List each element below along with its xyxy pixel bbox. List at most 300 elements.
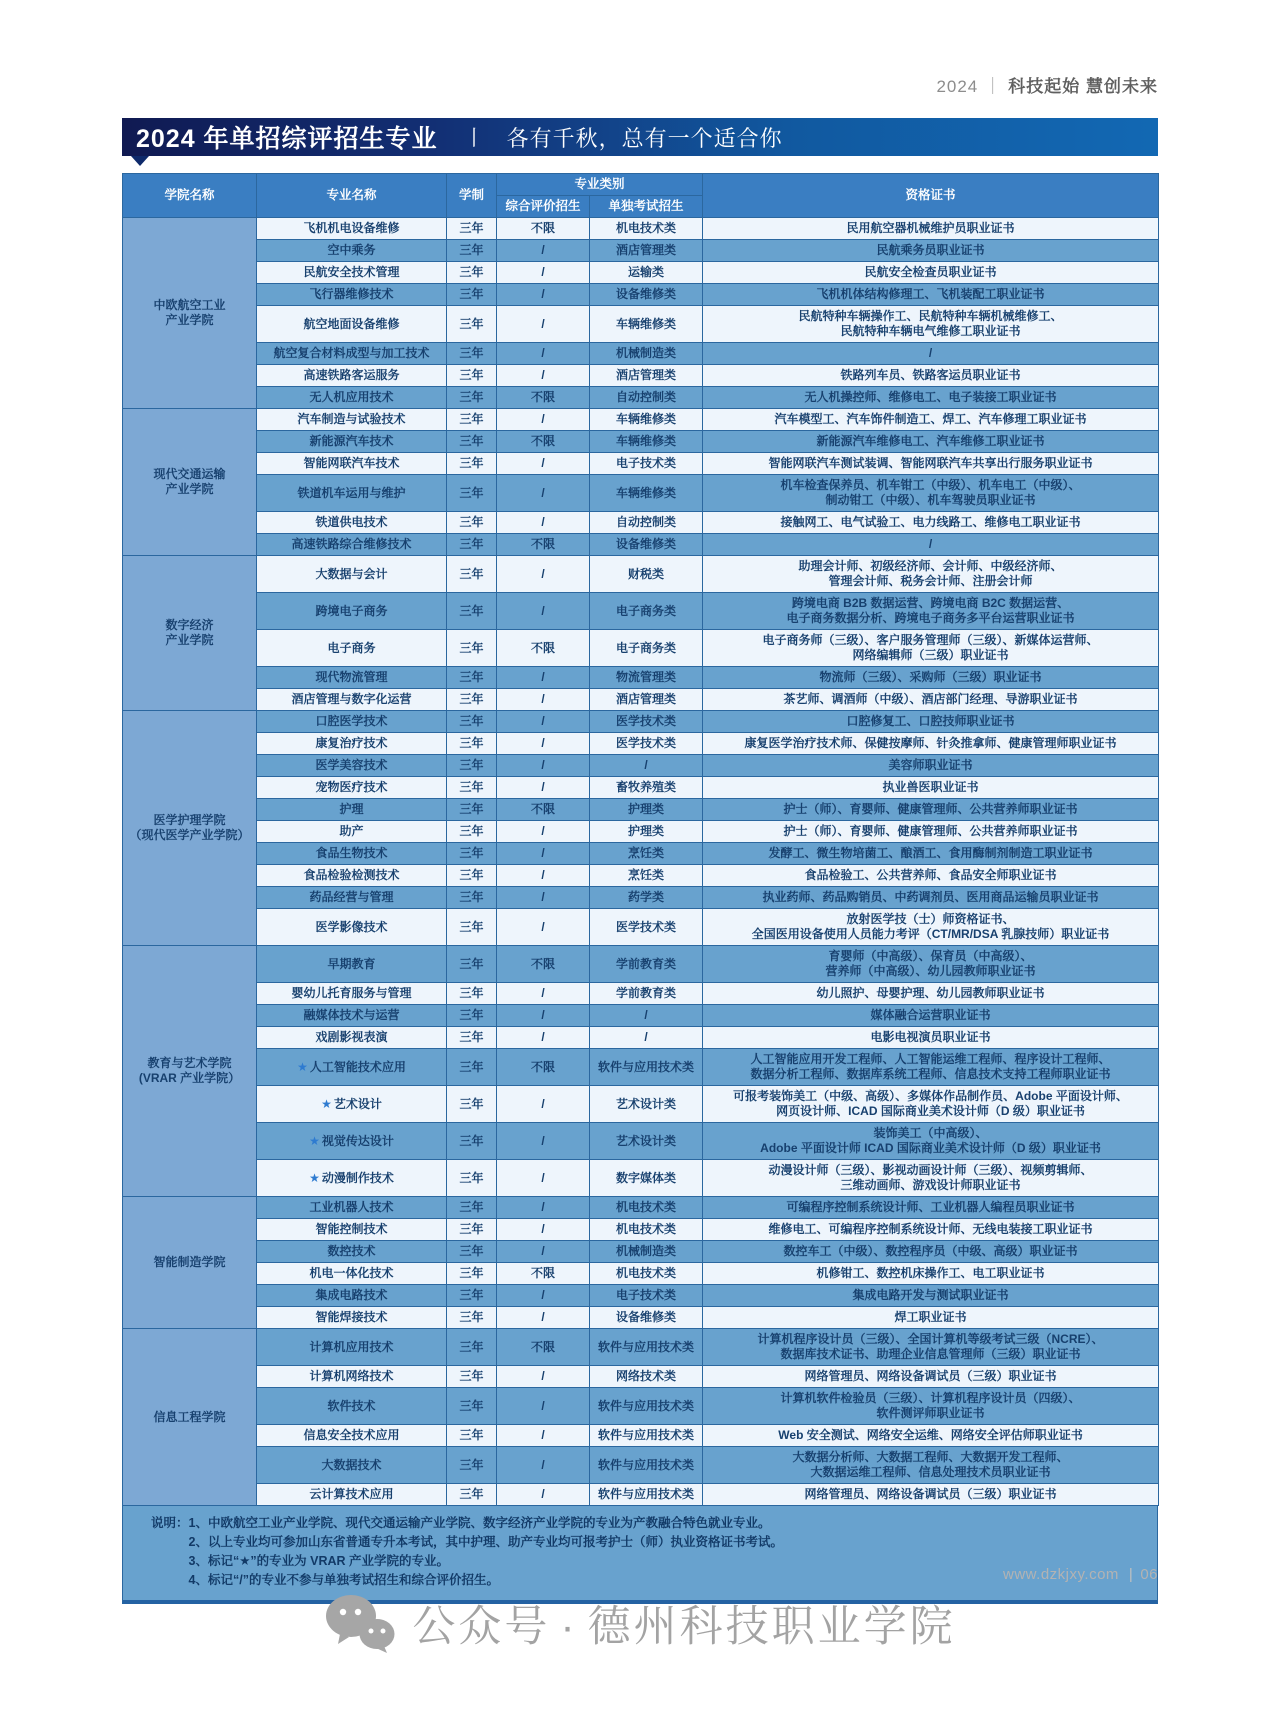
table-row xyxy=(123,630,1159,667)
comprehensive-eval-cell: / xyxy=(497,1197,590,1219)
comprehensive-eval-cell: / xyxy=(497,556,590,593)
table-row xyxy=(123,755,1159,777)
certificate-line: 可报考装饰美工（中级、高级）、多媒体作品制作员、Adobe 平面设计师、 xyxy=(733,1089,1128,1103)
note-item: 4、标记“/”的专业不参与单独考试招生和综合评价招生。 xyxy=(188,1573,499,1587)
duration-cell: 三年 xyxy=(447,306,497,343)
certificates-cell xyxy=(703,387,1159,409)
certificates-cell xyxy=(703,946,1159,983)
comprehensive-eval-cell: / xyxy=(497,240,590,262)
duration-cell: 三年 xyxy=(447,534,497,556)
duration-cell: 三年 xyxy=(447,475,497,512)
certificate-line: 焊工职业证书 xyxy=(894,1310,967,1324)
major-name-cell: 铁道供电技术 xyxy=(257,512,447,534)
certificate-line: 集成电路开发与测试职业证书 xyxy=(852,1288,1009,1302)
college-name-cell xyxy=(123,946,257,1197)
major-name-cell: 智能焊接技术 xyxy=(257,1307,447,1329)
duration-cell: 三年 xyxy=(447,667,497,689)
table-row xyxy=(123,306,1159,343)
certificates-cell xyxy=(703,556,1159,593)
separate-exam-category-cell: 自动控制类 xyxy=(590,512,703,534)
certificates-cell xyxy=(703,667,1159,689)
comprehensive-eval-cell: / xyxy=(497,284,590,306)
major-name-cell: 高速铁路综合维修技术 xyxy=(257,534,447,556)
certificate-line: 网页设计师、ICAD 国际商业美术设计师（D 级）职业证书 xyxy=(776,1104,1085,1118)
table-row xyxy=(123,343,1159,365)
college-name-cell xyxy=(123,1329,257,1506)
comprehensive-eval-cell: / xyxy=(497,983,590,1005)
majors-table-header xyxy=(123,174,1159,218)
certificates-cell xyxy=(703,262,1159,284)
major-name-cell: ★ 艺术设计 xyxy=(257,1086,447,1123)
major-name-cell: 新能源汽车技术 xyxy=(257,431,447,453)
duration-cell: 三年 xyxy=(447,1123,497,1160)
comprehensive-eval-cell: / xyxy=(497,1241,590,1263)
major-name-cell: 空中乘务 xyxy=(257,240,447,262)
certificates-cell xyxy=(703,1263,1159,1285)
certificate-line: 机修钳工、数控机床操作工、电工职业证书 xyxy=(816,1266,1045,1280)
duration-cell: 三年 xyxy=(447,630,497,667)
table-row xyxy=(123,512,1159,534)
top-slogan-text: 科技起始 慧创未来 xyxy=(1008,77,1158,96)
comprehensive-eval-cell: / xyxy=(497,865,590,887)
comprehensive-eval-cell: / xyxy=(497,821,590,843)
comprehensive-eval-cell: / xyxy=(497,1027,590,1049)
banner-pointer-triangle xyxy=(131,156,149,166)
comprehensive-eval-cell: 不限 xyxy=(497,630,590,667)
separate-exam-category-cell: 艺术设计类 xyxy=(590,1123,703,1160)
certificates-cell xyxy=(703,1425,1159,1447)
major-name-cell: 助产 xyxy=(257,821,447,843)
separate-exam-category-cell: 机械制造类 xyxy=(590,1241,703,1263)
certificate-line: 育婴师（中高级）、保育员（中高级）、 xyxy=(828,949,1033,963)
table-row xyxy=(123,843,1159,865)
certificate-line: 电子商务师（三级）、客户服务管理师（三级）、新媒体运营师、 xyxy=(762,633,1099,647)
column-header-certificates: 资格证书 xyxy=(703,174,1159,218)
comprehensive-eval-cell: 不限 xyxy=(497,1263,590,1285)
comprehensive-eval-cell: / xyxy=(497,711,590,733)
separate-exam-category-cell: 学前教育类 xyxy=(590,983,703,1005)
duration-cell: 三年 xyxy=(447,240,497,262)
duration-cell: 三年 xyxy=(447,821,497,843)
certificate-line: 食品检验工、公共营养师、食品安全师职业证书 xyxy=(804,868,1057,882)
comprehensive-eval-cell: 不限 xyxy=(497,1329,590,1366)
duration-cell: 三年 xyxy=(447,1388,497,1425)
table-row xyxy=(123,983,1159,1005)
certificate-line: 电子商务数据分析、跨境电子商务多平台运营职业证书 xyxy=(786,611,1075,625)
title-banner xyxy=(122,118,1158,156)
table-row xyxy=(123,821,1159,843)
footer-divider: | xyxy=(1128,1566,1134,1583)
separate-exam-category-cell: 软件与应用技术类 xyxy=(590,1425,703,1447)
comprehensive-eval-cell: / xyxy=(497,306,590,343)
separate-exam-category-cell: 车辆维修类 xyxy=(590,475,703,512)
star-icon: ★ xyxy=(309,1170,320,1185)
table-row xyxy=(123,1197,1159,1219)
certificate-line: 美容师职业证书 xyxy=(888,758,973,772)
certificate-line: 机车检查保养员、机车钳工（中级）、机车电工（中级）、 xyxy=(780,478,1081,492)
certificate-line: 汽车模型工、汽车饰件制造工、焊工、汽车修理工职业证书 xyxy=(774,412,1087,426)
separate-exam-category-cell: 机电技术类 xyxy=(590,1197,703,1219)
duration-cell: 三年 xyxy=(447,1027,497,1049)
certificates-cell xyxy=(703,630,1159,667)
certificate-line: 康复医学治疗技术师、保健按摩师、针灸推拿师、健康管理师职业证书 xyxy=(744,736,1117,750)
certificate-line: / xyxy=(928,537,933,551)
certificates-cell xyxy=(703,1160,1159,1197)
certificates-cell xyxy=(703,1447,1159,1484)
certificate-line: 民航特种车辆电气维修工职业证书 xyxy=(840,324,1021,338)
certificates-cell xyxy=(703,711,1159,733)
certificates-cell xyxy=(703,453,1159,475)
note-item: 1、中欧航空工业产业学院、现代交通运输产业学院、数字经济产业学院的专业为产教融合特色就业专业。 xyxy=(188,1516,771,1530)
certificate-line: / xyxy=(928,346,933,360)
duration-cell: 三年 xyxy=(447,1329,497,1366)
major-name-cell: 计算机网络技术 xyxy=(257,1366,447,1388)
comprehensive-eval-cell: / xyxy=(497,1005,590,1027)
comprehensive-eval-cell: 不限 xyxy=(497,534,590,556)
major-name-cell: 融媒体技术与运营 xyxy=(257,1005,447,1027)
table-row xyxy=(123,284,1159,306)
certificates-cell xyxy=(703,755,1159,777)
certificate-line: 智能网联汽车测试装调、智能网联汽车共享出行服务职业证书 xyxy=(768,456,1093,470)
duration-cell: 三年 xyxy=(447,733,497,755)
notes-box xyxy=(122,1506,1158,1604)
column-header-category-group: 专业类别 xyxy=(497,174,703,196)
comprehensive-eval-cell: / xyxy=(497,843,590,865)
table-row xyxy=(123,475,1159,512)
certificate-line: 无人机操控师、维修电工、电子装接工职业证书 xyxy=(804,390,1057,404)
certificate-line: 动漫设计师（三级）、影视动画设计师（三级）、视频剪辑师、 xyxy=(768,1163,1093,1177)
table-row xyxy=(123,733,1159,755)
table-row xyxy=(123,1388,1159,1425)
table-row xyxy=(123,1160,1159,1197)
certificate-line: 制动钳工（中级）、机车驾驶员职业证书 xyxy=(825,493,1036,507)
certificate-line: 飞机机体结构修理工、飞机装配工职业证书 xyxy=(816,287,1045,301)
college-name-cell xyxy=(123,218,257,409)
duration-cell: 三年 xyxy=(447,843,497,865)
comprehensive-eval-cell: / xyxy=(497,1447,590,1484)
duration-cell: 三年 xyxy=(447,983,497,1005)
comprehensive-eval-cell: 不限 xyxy=(497,218,590,240)
separate-exam-category-cell: 机械制造类 xyxy=(590,343,703,365)
duration-cell: 三年 xyxy=(447,909,497,946)
duration-cell: 三年 xyxy=(447,755,497,777)
comprehensive-eval-cell: 不限 xyxy=(497,1049,590,1086)
table-row xyxy=(123,1049,1159,1086)
certificates-cell xyxy=(703,1086,1159,1123)
certificates-cell xyxy=(703,983,1159,1005)
column-header-comprehensive: 综合评价招生 xyxy=(497,196,590,218)
separate-exam-category-cell: 数字媒体类 xyxy=(590,1160,703,1197)
separate-exam-category-cell: 畜牧养殖类 xyxy=(590,777,703,799)
college-name-line: （现代医学产业学院） xyxy=(129,828,250,842)
duration-cell: 三年 xyxy=(447,593,497,630)
major-name-cell: 汽车制造与试验技术 xyxy=(257,409,447,431)
page-number: 06 xyxy=(1140,1566,1158,1583)
certificate-line: 物流师（三级）、采购师（三级）职业证书 xyxy=(819,670,1042,684)
separate-exam-category-cell: 软件与应用技术类 xyxy=(590,1447,703,1484)
certificates-cell xyxy=(703,431,1159,453)
separate-exam-category-cell: 电子技术类 xyxy=(590,1285,703,1307)
certificate-line: 民用航空器机械维护员职业证书 xyxy=(846,221,1015,235)
duration-cell: 三年 xyxy=(447,1086,497,1123)
top-slogan-separator: ｜ xyxy=(984,77,1003,96)
wechat-footer xyxy=(0,1592,1280,1654)
certificate-line: 计算机程序设计员（三级）、全国计算机等级考试三级（NCRE）、 xyxy=(757,1332,1104,1346)
certificates-cell xyxy=(703,1027,1159,1049)
certificate-line: 新能源汽车维修电工、汽车维修工职业证书 xyxy=(816,434,1045,448)
certificates-cell xyxy=(703,240,1159,262)
comprehensive-eval-cell: / xyxy=(497,1160,590,1197)
notes-items xyxy=(189,1514,1143,1590)
table-row xyxy=(123,1027,1159,1049)
separate-exam-category-cell: 软件与应用技术类 xyxy=(590,1388,703,1425)
table-row xyxy=(123,534,1159,556)
comprehensive-eval-cell: 不限 xyxy=(497,946,590,983)
separate-exam-category-cell: 电子商务类 xyxy=(590,593,703,630)
notes-label: 说明： xyxy=(151,1516,189,1530)
major-name-cell: 现代物流管理 xyxy=(257,667,447,689)
certificates-cell xyxy=(703,865,1159,887)
table-row xyxy=(123,887,1159,909)
comprehensive-eval-cell: 不限 xyxy=(497,431,590,453)
comprehensive-eval-cell: / xyxy=(497,1219,590,1241)
duration-cell: 三年 xyxy=(447,799,497,821)
table-row xyxy=(123,909,1159,946)
certificate-line: 电影电视演员职业证书 xyxy=(870,1030,991,1044)
separate-exam-category-cell: 酒店管理类 xyxy=(590,365,703,387)
table-row xyxy=(123,1447,1159,1484)
separate-exam-category-cell: 电子商务类 xyxy=(590,630,703,667)
comprehensive-eval-cell: / xyxy=(497,365,590,387)
certificates-cell xyxy=(703,365,1159,387)
certificate-line: 茶艺师、调酒师（中级）、酒店部门经理、导游职业证书 xyxy=(783,692,1078,706)
certificates-cell xyxy=(703,1329,1159,1366)
comprehensive-eval-cell: / xyxy=(497,755,590,777)
certificates-cell xyxy=(703,284,1159,306)
table-row xyxy=(123,1263,1159,1285)
separate-exam-category-cell: 烹饪类 xyxy=(590,843,703,865)
comprehensive-eval-cell: / xyxy=(497,777,590,799)
duration-cell: 三年 xyxy=(447,1484,497,1506)
separate-exam-category-cell: 护理类 xyxy=(590,799,703,821)
duration-cell: 三年 xyxy=(447,689,497,711)
separate-exam-category-cell: 烹饪类 xyxy=(590,865,703,887)
duration-cell: 三年 xyxy=(447,343,497,365)
comprehensive-eval-cell: / xyxy=(497,909,590,946)
separate-exam-category-cell: 艺术设计类 xyxy=(590,1086,703,1123)
major-name-cell: 云计算技术应用 xyxy=(257,1484,447,1506)
duration-cell: 三年 xyxy=(447,512,497,534)
comprehensive-eval-cell: / xyxy=(497,409,590,431)
majors-table xyxy=(122,173,1159,1506)
table-row xyxy=(123,218,1159,240)
table-row xyxy=(123,1285,1159,1307)
table-row xyxy=(123,1005,1159,1027)
table-row xyxy=(123,365,1159,387)
major-name-cell: 航空复合材料成型与加工技术 xyxy=(257,343,447,365)
table-row xyxy=(123,556,1159,593)
certificate-line: 接触网工、电气试验工、电力线路工、维修电工职业证书 xyxy=(780,515,1081,529)
table-row xyxy=(123,1329,1159,1366)
major-name-cell: 宠物医疗技术 xyxy=(257,777,447,799)
table-row xyxy=(123,711,1159,733)
college-name-line: 医学护理学院 xyxy=(153,813,226,827)
separate-exam-category-cell: 车辆维修类 xyxy=(590,409,703,431)
certificates-cell xyxy=(703,689,1159,711)
major-name-cell: 酒店管理与数字化运营 xyxy=(257,689,447,711)
major-name-cell: 电子商务 xyxy=(257,630,447,667)
major-name-cell: 飞机机电设备维修 xyxy=(257,218,447,240)
college-name-line: 产业学院 xyxy=(165,482,214,496)
certificate-line: 维修电工、可编程序控制系统设计师、无线电装接工职业证书 xyxy=(768,1222,1093,1236)
college-name-line: 产业学院 xyxy=(165,633,214,647)
separate-exam-category-cell: 医学技术类 xyxy=(590,909,703,946)
duration-cell: 三年 xyxy=(447,711,497,733)
separate-exam-category-cell: 机电技术类 xyxy=(590,218,703,240)
duration-cell: 三年 xyxy=(447,865,497,887)
certificates-cell xyxy=(703,218,1159,240)
duration-cell: 三年 xyxy=(447,1366,497,1388)
certificate-line: 口腔修复工、口腔技师职业证书 xyxy=(846,714,1015,728)
separate-exam-category-cell: 物流管理类 xyxy=(590,667,703,689)
duration-cell: 三年 xyxy=(447,453,497,475)
comprehensive-eval-cell: 不限 xyxy=(497,799,590,821)
certificate-line: Adobe 平面设计师 ICAD 国际商业美术设计师（D 级）职业证书 xyxy=(760,1141,1101,1155)
major-name-cell: 医学影像技术 xyxy=(257,909,447,946)
comprehensive-eval-cell: / xyxy=(497,512,590,534)
comprehensive-eval-cell: / xyxy=(497,1388,590,1425)
major-name-cell: 食品生物技术 xyxy=(257,843,447,865)
certificates-cell xyxy=(703,512,1159,534)
separate-exam-category-cell: 财税类 xyxy=(590,556,703,593)
majors-table-body xyxy=(123,218,1159,1506)
banner-divider: 丨 xyxy=(463,127,485,150)
major-name-cell: 康复治疗技术 xyxy=(257,733,447,755)
certificates-cell xyxy=(703,843,1159,865)
separate-exam-category-cell: 药学类 xyxy=(590,887,703,909)
certificates-cell xyxy=(703,1005,1159,1027)
certificate-line: 全国医用设备使用人员能力考评（CT/MR/DSA 乳腺技师）职业证书 xyxy=(751,927,1110,941)
certificate-line: 民航安全检查员职业证书 xyxy=(864,265,997,279)
separate-exam-category-cell: 软件与应用技术类 xyxy=(590,1329,703,1366)
separate-exam-category-cell: 医学技术类 xyxy=(590,711,703,733)
separate-exam-category-cell: 酒店管理类 xyxy=(590,240,703,262)
major-name-cell: ★ 人工智能技术应用 xyxy=(257,1049,447,1086)
website-url: www.dzkjxy.com xyxy=(1003,1566,1119,1583)
college-name-cell xyxy=(123,711,257,946)
college-name-line: 教育与艺术学院 xyxy=(147,1056,232,1070)
certificate-line: 网络管理员、网络设备调试员（三级）职业证书 xyxy=(804,1487,1057,1501)
wechat-account-name: 德州科技职业学院 xyxy=(587,1602,956,1651)
certificates-cell xyxy=(703,821,1159,843)
certificates-cell xyxy=(703,1388,1159,1425)
separate-exam-category-cell: 设备维修类 xyxy=(590,1307,703,1329)
separate-exam-category-cell: 设备维修类 xyxy=(590,534,703,556)
comprehensive-eval-cell: / xyxy=(497,1086,590,1123)
duration-cell: 三年 xyxy=(447,409,497,431)
comprehensive-eval-cell: / xyxy=(497,593,590,630)
college-name-line: 中欧航空工业 xyxy=(153,298,226,312)
comprehensive-eval-cell: / xyxy=(497,1307,590,1329)
major-name-cell: 无人机应用技术 xyxy=(257,387,447,409)
certificates-cell xyxy=(703,1049,1159,1086)
major-name-cell: 民航安全技术管理 xyxy=(257,262,447,284)
comprehensive-eval-cell: / xyxy=(497,689,590,711)
certificates-cell xyxy=(703,1219,1159,1241)
major-name-cell: 早期教育 xyxy=(257,946,447,983)
major-name-cell: 数控技术 xyxy=(257,1241,447,1263)
separate-exam-category-cell: 设备维修类 xyxy=(590,284,703,306)
certificate-line: 数据分析工程师、数据库系统工程师、信息技术支持工程师职业证书 xyxy=(750,1067,1111,1081)
college-name-line: 产业学院 xyxy=(165,313,214,327)
table-row xyxy=(123,593,1159,630)
comprehensive-eval-cell: / xyxy=(497,1366,590,1388)
separate-exam-category-cell: 学前教育类 xyxy=(590,946,703,983)
certificate-line: 可编程序控制系统设计师、工业机器人编程员职业证书 xyxy=(786,1200,1075,1214)
comprehensive-eval-cell: / xyxy=(497,262,590,284)
certificates-cell xyxy=(703,909,1159,946)
duration-cell: 三年 xyxy=(447,777,497,799)
college-name-cell xyxy=(123,556,257,711)
certificate-line: 计算机软件检验员（三级）、计算机程序设计员（四级）、 xyxy=(780,1391,1081,1405)
separate-exam-category-cell: 电子技术类 xyxy=(590,453,703,475)
table-row xyxy=(123,387,1159,409)
separate-exam-category-cell: 机电技术类 xyxy=(590,1219,703,1241)
comprehensive-eval-cell: / xyxy=(497,1425,590,1447)
website-page-number xyxy=(1003,1566,1158,1583)
major-name-cell: 口腔医学技术 xyxy=(257,711,447,733)
content-column xyxy=(122,118,1158,1604)
college-name-line: 现代交通运输 xyxy=(153,467,226,481)
duration-cell: 三年 xyxy=(447,1447,497,1484)
table-row xyxy=(123,689,1159,711)
certificates-cell xyxy=(703,1366,1159,1388)
duration-cell: 三年 xyxy=(447,1241,497,1263)
major-name-cell: 集成电路技术 xyxy=(257,1285,447,1307)
comprehensive-eval-cell: / xyxy=(497,475,590,512)
note-item: 2、以上专业均可参加山东省普通专升本考试，其中护理、助产专业均可报考护士（师）执业资格证书考试。 xyxy=(188,1535,783,1549)
wechat-account-text xyxy=(412,1593,955,1654)
duration-cell: 三年 xyxy=(447,1005,497,1027)
duration-cell: 三年 xyxy=(447,1160,497,1197)
duration-cell: 三年 xyxy=(447,1219,497,1241)
table-row xyxy=(123,262,1159,284)
duration-cell: 三年 xyxy=(447,218,497,240)
certificates-cell xyxy=(703,534,1159,556)
star-icon: ★ xyxy=(309,1133,320,1148)
certificates-cell xyxy=(703,306,1159,343)
college-name-cell xyxy=(123,1197,257,1329)
major-name-cell: 护理 xyxy=(257,799,447,821)
certificate-line: 放射医学技（士）师资格证书、 xyxy=(846,912,1015,926)
table-row xyxy=(123,1366,1159,1388)
table-row xyxy=(123,1425,1159,1447)
duration-cell: 三年 xyxy=(447,887,497,909)
comprehensive-eval-cell: / xyxy=(497,887,590,909)
separate-exam-category-cell: 软件与应用技术类 xyxy=(590,1484,703,1506)
certificate-line: 装饰美工（中高级）、 xyxy=(873,1126,988,1140)
certificates-cell xyxy=(703,799,1159,821)
major-name-cell: ★ 动漫制作技术 xyxy=(257,1160,447,1197)
comprehensive-eval-cell: / xyxy=(497,1285,590,1307)
college-name-line: 数字经济 xyxy=(165,618,214,632)
certificates-cell xyxy=(703,777,1159,799)
certificates-cell xyxy=(703,1241,1159,1263)
certificate-line: 数据库技术证书、助理企业信息管理师（三级）职业证书 xyxy=(780,1347,1081,1361)
certificate-line: 管理会计师、税务会计师、注册会计师 xyxy=(828,574,1033,588)
table-row xyxy=(123,1123,1159,1160)
separate-exam-category-cell: 运输类 xyxy=(590,262,703,284)
